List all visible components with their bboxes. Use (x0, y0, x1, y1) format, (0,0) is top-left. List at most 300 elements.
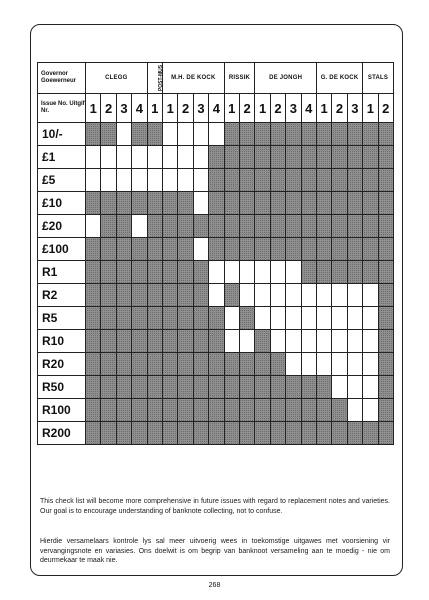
shaded-cell (316, 215, 331, 238)
denomination-row (38, 422, 394, 445)
shaded-cell (193, 422, 208, 445)
shaded-cell (363, 146, 378, 169)
shaded-cell (239, 215, 254, 238)
shaded-cell (286, 169, 301, 192)
empty-cell (286, 284, 301, 307)
shaded-cell (363, 123, 378, 146)
shaded-cell (209, 215, 224, 238)
denomination-label: R10 (38, 330, 86, 353)
shaded-cell (378, 330, 393, 353)
issue-number: 2 (270, 94, 285, 123)
issue-number: 4 (132, 94, 147, 123)
shaded-cell (255, 123, 270, 146)
shaded-cell (209, 330, 224, 353)
shaded-cell (286, 238, 301, 261)
empty-cell (132, 215, 147, 238)
issue-number: 3 (116, 94, 131, 123)
shaded-cell (378, 123, 393, 146)
denomination-row (38, 261, 394, 284)
shaded-cell (162, 353, 177, 376)
governor-name-text: POST-MUS (157, 64, 164, 92)
empty-cell (363, 307, 378, 330)
shaded-cell (347, 123, 362, 146)
shaded-cell (316, 261, 331, 284)
shaded-cell (301, 215, 316, 238)
shaded-cell (132, 307, 147, 330)
empty-cell (286, 307, 301, 330)
shaded-cell (239, 238, 254, 261)
shaded-cell (209, 169, 224, 192)
shaded-cell (116, 330, 131, 353)
shaded-cell (316, 399, 331, 422)
denomination-label: £100 (38, 238, 86, 261)
shaded-cell (178, 192, 193, 215)
shaded-cell (224, 215, 239, 238)
shaded-cell (347, 192, 362, 215)
denomination-label: R1 (38, 261, 86, 284)
shaded-cell (101, 123, 116, 146)
empty-cell (286, 261, 301, 284)
governor-name: G. DE KOCK (316, 63, 362, 94)
shaded-cell (316, 192, 331, 215)
issue-number: 4 (301, 94, 316, 123)
shaded-cell (116, 215, 131, 238)
shaded-cell (132, 192, 147, 215)
shaded-cell (116, 399, 131, 422)
empty-cell (178, 146, 193, 169)
issue-label: Issue No. Uitgif Nr. (38, 94, 86, 123)
denomination-row (38, 215, 394, 238)
shaded-cell (270, 169, 285, 192)
empty-cell (347, 330, 362, 353)
shaded-cell (193, 399, 208, 422)
shaded-cell (86, 353, 101, 376)
shaded-cell (378, 422, 393, 445)
shaded-cell (363, 215, 378, 238)
empty-cell (255, 284, 270, 307)
issue-number: 1 (147, 94, 162, 123)
shaded-cell (224, 123, 239, 146)
empty-cell (101, 169, 116, 192)
shaded-cell (270, 123, 285, 146)
shaded-cell (101, 238, 116, 261)
denomination-label: £5 (38, 169, 86, 192)
shaded-cell (301, 192, 316, 215)
shaded-cell (239, 192, 254, 215)
shaded-cell (86, 261, 101, 284)
shaded-cell (270, 146, 285, 169)
governor-header-row (38, 63, 394, 94)
shaded-cell (270, 422, 285, 445)
shaded-cell (378, 284, 393, 307)
shaded-cell (347, 261, 362, 284)
shaded-cell (209, 192, 224, 215)
empty-cell (363, 330, 378, 353)
shaded-cell (147, 192, 162, 215)
shaded-cell (286, 146, 301, 169)
shaded-cell (316, 422, 331, 445)
shaded-cell (147, 215, 162, 238)
shaded-cell (162, 376, 177, 399)
shaded-cell (132, 261, 147, 284)
empty-cell (332, 330, 347, 353)
empty-cell (316, 353, 331, 376)
shaded-cell (116, 376, 131, 399)
shaded-cell (316, 146, 331, 169)
issue-number: 2 (378, 94, 393, 123)
shaded-cell (332, 169, 347, 192)
shaded-cell (224, 399, 239, 422)
empty-cell (147, 146, 162, 169)
denomination-row (38, 146, 394, 169)
empty-cell (86, 169, 101, 192)
shaded-cell (178, 284, 193, 307)
shaded-cell (332, 123, 347, 146)
shaded-cell (378, 169, 393, 192)
shaded-cell (178, 353, 193, 376)
afrikaans-note: Hierdie versamelaars kontrole lys sal meer uitvoerig wees in toekomstige uitgawes met voorsiening vir vervangingsnote en variasies. Ons doelwit is om begrip van banknoot versameling aan te moedig - nie om deurmekaar te maak nie. (40, 538, 390, 564)
shaded-cell (239, 376, 254, 399)
shaded-cell (86, 238, 101, 261)
shaded-cell (116, 192, 131, 215)
shaded-cell (255, 376, 270, 399)
shaded-cell (378, 192, 393, 215)
shaded-cell (363, 422, 378, 445)
shaded-cell (224, 146, 239, 169)
shaded-cell (101, 307, 116, 330)
denomination-row (38, 399, 394, 422)
empty-cell (301, 330, 316, 353)
empty-cell (193, 169, 208, 192)
empty-cell (239, 330, 254, 353)
shaded-cell (193, 215, 208, 238)
shaded-cell (363, 238, 378, 261)
shaded-cell (316, 376, 331, 399)
issue-header-row (38, 94, 394, 123)
empty-cell (162, 169, 177, 192)
empty-cell (255, 261, 270, 284)
shaded-cell (239, 146, 254, 169)
shaded-cell (147, 307, 162, 330)
shaded-cell (101, 353, 116, 376)
shaded-cell (147, 238, 162, 261)
shaded-cell (286, 422, 301, 445)
shaded-cell (101, 399, 116, 422)
governor-name (147, 63, 162, 94)
governor-label: Governor Goewerneur (38, 63, 86, 94)
empty-cell (270, 307, 285, 330)
empty-cell (363, 376, 378, 399)
empty-cell (209, 261, 224, 284)
empty-cell (363, 399, 378, 422)
shaded-cell (86, 422, 101, 445)
shaded-cell (178, 307, 193, 330)
shaded-cell (347, 215, 362, 238)
empty-cell (332, 284, 347, 307)
issue-number: 3 (347, 94, 362, 123)
shaded-cell (255, 330, 270, 353)
empty-cell (332, 376, 347, 399)
shaded-cell (116, 238, 131, 261)
denomination-label: R200 (38, 422, 86, 445)
shaded-cell (101, 192, 116, 215)
page-number: 268 (208, 582, 221, 589)
denomination-row (38, 123, 394, 146)
shaded-cell (270, 238, 285, 261)
empty-cell (347, 399, 362, 422)
shaded-cell (378, 399, 393, 422)
denomination-row (38, 169, 394, 192)
shaded-cell (224, 284, 239, 307)
shaded-cell (378, 307, 393, 330)
shaded-cell (86, 123, 101, 146)
empty-cell (239, 261, 254, 284)
shaded-cell (347, 422, 362, 445)
shaded-cell (86, 307, 101, 330)
shaded-cell (301, 146, 316, 169)
issue-number: 1 (316, 94, 331, 123)
shaded-cell (378, 353, 393, 376)
shaded-cell (255, 399, 270, 422)
shaded-cell (101, 330, 116, 353)
issue-number: 3 (286, 94, 301, 123)
shaded-cell (147, 399, 162, 422)
shaded-cell (178, 261, 193, 284)
shaded-cell (209, 422, 224, 445)
denomination-row (38, 307, 394, 330)
shaded-cell (378, 376, 393, 399)
empty-cell (347, 284, 362, 307)
shaded-cell (286, 215, 301, 238)
issue-number: 1 (86, 94, 101, 123)
shaded-cell (224, 353, 239, 376)
empty-cell (332, 353, 347, 376)
empty-cell (193, 123, 208, 146)
denomination-label: £20 (38, 215, 86, 238)
shaded-cell (116, 307, 131, 330)
shaded-cell (239, 123, 254, 146)
shaded-cell (101, 284, 116, 307)
shaded-cell (162, 192, 177, 215)
shaded-cell (255, 169, 270, 192)
shaded-cell (101, 261, 116, 284)
empty-cell (224, 330, 239, 353)
shaded-cell (193, 376, 208, 399)
shaded-cell (363, 192, 378, 215)
shaded-cell (116, 353, 131, 376)
shaded-cell (301, 261, 316, 284)
denomination-label: R50 (38, 376, 86, 399)
denomination-row (38, 353, 394, 376)
banknote-checklist-table (37, 62, 394, 445)
shaded-cell (162, 422, 177, 445)
shaded-cell (101, 422, 116, 445)
governor-name: M.H. DE KOCK (162, 63, 224, 94)
empty-cell (270, 284, 285, 307)
empty-cell (286, 330, 301, 353)
issue-number: 4 (209, 94, 224, 123)
shaded-cell (132, 238, 147, 261)
issue-number: 2 (101, 94, 116, 123)
shaded-cell (178, 422, 193, 445)
shaded-cell (270, 215, 285, 238)
shaded-cell (132, 123, 147, 146)
denomination-label: R20 (38, 353, 86, 376)
shaded-cell (286, 376, 301, 399)
shaded-cell (162, 330, 177, 353)
empty-cell (363, 284, 378, 307)
shaded-cell (255, 192, 270, 215)
shaded-cell (270, 399, 285, 422)
shaded-cell (255, 238, 270, 261)
empty-cell (316, 330, 331, 353)
shaded-cell (332, 261, 347, 284)
shaded-cell (332, 238, 347, 261)
shaded-cell (209, 353, 224, 376)
empty-cell (239, 284, 254, 307)
shaded-cell (378, 238, 393, 261)
empty-cell (270, 330, 285, 353)
empty-cell (286, 353, 301, 376)
shaded-cell (239, 307, 254, 330)
shaded-cell (147, 261, 162, 284)
governor-name: DE JONGH (255, 63, 317, 94)
shaded-cell (301, 238, 316, 261)
shaded-cell (193, 307, 208, 330)
empty-cell (224, 307, 239, 330)
shaded-cell (178, 376, 193, 399)
shaded-cell (224, 169, 239, 192)
empty-cell (101, 146, 116, 169)
governor-name: RISSIK (224, 63, 255, 94)
empty-cell (86, 146, 101, 169)
shaded-cell (347, 146, 362, 169)
empty-cell (209, 284, 224, 307)
empty-cell (347, 376, 362, 399)
shaded-cell (101, 376, 116, 399)
shaded-cell (209, 238, 224, 261)
issue-number: 1 (162, 94, 177, 123)
shaded-cell (132, 353, 147, 376)
shaded-cell (332, 399, 347, 422)
empty-cell (162, 123, 177, 146)
shaded-cell (332, 146, 347, 169)
denomination-label: 10/- (38, 123, 86, 146)
shaded-cell (239, 399, 254, 422)
shaded-cell (270, 353, 285, 376)
shaded-cell (162, 261, 177, 284)
empty-cell (193, 146, 208, 169)
empty-cell (116, 146, 131, 169)
shaded-cell (132, 376, 147, 399)
shaded-cell (86, 399, 101, 422)
shaded-cell (255, 422, 270, 445)
shaded-cell (316, 169, 331, 192)
shaded-cell (86, 284, 101, 307)
shaded-cell (101, 215, 116, 238)
shaded-cell (147, 123, 162, 146)
shaded-cell (363, 261, 378, 284)
shaded-cell (209, 307, 224, 330)
empty-cell (116, 123, 131, 146)
denomination-row (38, 376, 394, 399)
shaded-cell (147, 330, 162, 353)
shaded-cell (270, 376, 285, 399)
shaded-cell (162, 399, 177, 422)
shaded-cell (193, 284, 208, 307)
shaded-cell (301, 169, 316, 192)
shaded-cell (162, 284, 177, 307)
shaded-cell (132, 284, 147, 307)
shaded-cell (132, 330, 147, 353)
shaded-cell (86, 192, 101, 215)
empty-cell (347, 353, 362, 376)
shaded-cell (286, 123, 301, 146)
shaded-cell (193, 261, 208, 284)
denomination-row (38, 192, 394, 215)
shaded-cell (132, 422, 147, 445)
shaded-cell (147, 422, 162, 445)
shaded-cell (255, 353, 270, 376)
shaded-cell (116, 284, 131, 307)
shaded-cell (162, 307, 177, 330)
empty-cell (193, 192, 208, 215)
shaded-cell (332, 422, 347, 445)
empty-cell (347, 307, 362, 330)
shaded-cell (132, 399, 147, 422)
empty-cell (301, 307, 316, 330)
denomination-row (38, 330, 394, 353)
denomination-label: £1 (38, 146, 86, 169)
shaded-cell (378, 261, 393, 284)
shaded-cell (301, 376, 316, 399)
shaded-cell (301, 399, 316, 422)
shaded-cell (239, 353, 254, 376)
shaded-cell (347, 169, 362, 192)
issue-number: 2 (178, 94, 193, 123)
denomination-label: £10 (38, 192, 86, 215)
shaded-cell (193, 353, 208, 376)
shaded-cell (286, 192, 301, 215)
empty-cell (178, 169, 193, 192)
shaded-cell (347, 238, 362, 261)
shaded-cell (332, 192, 347, 215)
empty-cell (162, 146, 177, 169)
shaded-cell (209, 376, 224, 399)
governor-name: CLEGG (86, 63, 148, 94)
governor-name: STALS (363, 63, 394, 94)
shaded-cell (378, 215, 393, 238)
denomination-label: R2 (38, 284, 86, 307)
issue-number: 2 (332, 94, 347, 123)
empty-cell (132, 169, 147, 192)
shaded-cell (363, 169, 378, 192)
empty-cell (301, 284, 316, 307)
empty-cell (316, 284, 331, 307)
shaded-cell (147, 376, 162, 399)
shaded-cell (270, 192, 285, 215)
denomination-row (38, 284, 394, 307)
denomination-row (38, 238, 394, 261)
shaded-cell (224, 238, 239, 261)
shaded-cell (224, 376, 239, 399)
shaded-cell (316, 123, 331, 146)
issue-number: 1 (224, 94, 239, 123)
english-note: This check list will become more comprehensive in future issues with regard to replacement notes and varieties. Our goal is to encourage understanding of banknote collecting, not to confuse. (40, 498, 390, 515)
shaded-cell (332, 215, 347, 238)
shaded-cell (316, 238, 331, 261)
empty-cell (255, 307, 270, 330)
